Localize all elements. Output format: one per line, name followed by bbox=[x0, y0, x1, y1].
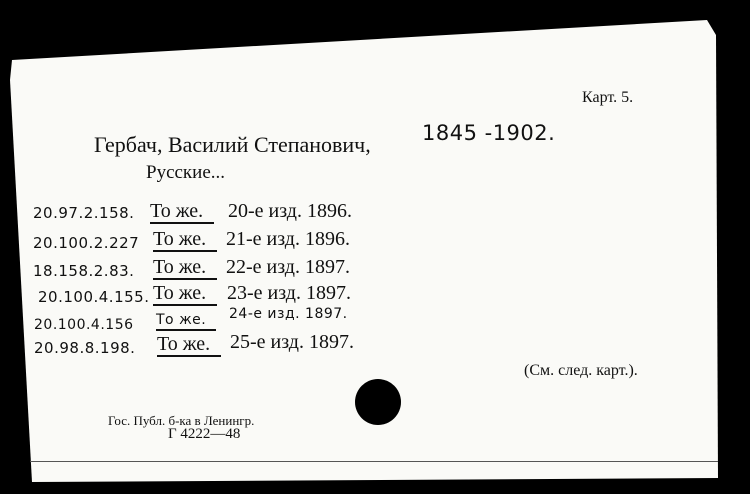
same-label-4: То же. bbox=[153, 282, 207, 304]
same-label-1: То же. bbox=[150, 200, 204, 222]
underline-2 bbox=[153, 250, 217, 252]
author-name: Гербач, Василий Степанович, bbox=[94, 132, 371, 157]
same-label-6: То же. bbox=[157, 333, 211, 355]
card-number: Карт. 5. bbox=[582, 89, 634, 106]
edition-3: 22-е изд. 1897. bbox=[226, 256, 350, 278]
shelfmark-1: 20.97.2.158. bbox=[33, 204, 135, 222]
underline-1 bbox=[150, 222, 214, 224]
author-dates: 1845 -1902. bbox=[422, 121, 556, 145]
shelfmark-3: 18.158.2.83. bbox=[33, 262, 135, 280]
underline-4 bbox=[153, 304, 217, 306]
underline-6 bbox=[157, 355, 221, 357]
underline-3 bbox=[153, 278, 217, 280]
shelfmark-5: 20.100.4.156 bbox=[34, 317, 134, 333]
edition-4: 23-е изд. 1897. bbox=[227, 282, 351, 304]
same-label-3: То же. bbox=[153, 256, 207, 278]
edition-5: 24-е изд. 1897. bbox=[229, 306, 348, 322]
edition-1: 20-е изд. 1896. bbox=[228, 200, 352, 222]
inventory-number: Г 4222—48 bbox=[168, 426, 241, 442]
punch-hole bbox=[355, 379, 401, 425]
bottom-rule bbox=[30, 461, 718, 462]
underline-5 bbox=[156, 329, 216, 331]
title: Русские... bbox=[146, 162, 226, 183]
see-next-card: (См. след. карт.). bbox=[524, 362, 638, 379]
shelfmark-2: 20.100.2.227 bbox=[33, 234, 140, 252]
edition-6: 25-е изд. 1897. bbox=[230, 331, 354, 353]
shelfmark-4: 20.100.4.155. bbox=[38, 288, 150, 306]
shelfmark-6: 20.98.8.198. bbox=[34, 339, 136, 357]
same-label-5: То же. bbox=[156, 312, 207, 328]
same-label-2: То же. bbox=[153, 228, 207, 250]
library-line: Гос. Публ. б-ка в Ленингр. bbox=[108, 413, 255, 428]
edition-2: 21-е изд. 1896. bbox=[226, 228, 350, 250]
